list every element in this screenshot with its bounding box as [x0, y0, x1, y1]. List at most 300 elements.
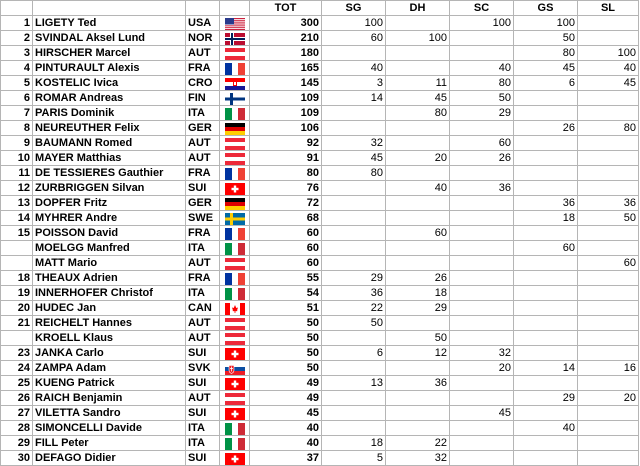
cell-sl[interactable]: [578, 106, 639, 121]
cell-rank[interactable]: 5: [1, 76, 33, 91]
cell-gs[interactable]: 50: [514, 31, 578, 46]
cell-name[interactable]: ZURBRIGGEN Silvan: [33, 181, 186, 196]
cell-gs[interactable]: [514, 346, 578, 361]
cell-flag[interactable]: [220, 166, 250, 181]
cell-tot[interactable]: 76: [250, 181, 322, 196]
cell-flag[interactable]: [220, 31, 250, 46]
cell-gs[interactable]: 26: [514, 121, 578, 136]
cell-sl[interactable]: 60: [578, 256, 639, 271]
cell-sg[interactable]: 29: [322, 271, 386, 286]
cell-sg[interactable]: [322, 421, 386, 436]
cell-dh[interactable]: 45: [386, 91, 450, 106]
cell-sc[interactable]: [450, 376, 514, 391]
header-flag[interactable]: [220, 1, 250, 16]
cell-sg[interactable]: 18: [322, 436, 386, 451]
cell-name[interactable]: PINTURAULT Alexis: [33, 61, 186, 76]
cell-rank[interactable]: [1, 241, 33, 256]
cell-flag[interactable]: [220, 361, 250, 376]
cell-name[interactable]: KOSTELIC Ivica: [33, 76, 186, 91]
cell-gs[interactable]: [514, 166, 578, 181]
cell-sc[interactable]: 20: [450, 361, 514, 376]
cell-sl[interactable]: [578, 301, 639, 316]
cell-flag[interactable]: [220, 241, 250, 256]
cell-sc[interactable]: [450, 166, 514, 181]
cell-sl[interactable]: [578, 316, 639, 331]
cell-country[interactable]: SUI: [186, 376, 220, 391]
cell-tot[interactable]: 60: [250, 241, 322, 256]
cell-rank[interactable]: 2: [1, 31, 33, 46]
cell-gs[interactable]: [514, 451, 578, 466]
cell-sl[interactable]: [578, 286, 639, 301]
cell-gs[interactable]: [514, 256, 578, 271]
cell-sl[interactable]: [578, 151, 639, 166]
cell-sl[interactable]: [578, 406, 639, 421]
cell-name[interactable]: JANKA Carlo: [33, 346, 186, 361]
cell-country[interactable]: SUI: [186, 406, 220, 421]
cell-sc[interactable]: [450, 421, 514, 436]
cell-rank[interactable]: 28: [1, 421, 33, 436]
cell-flag[interactable]: [220, 331, 250, 346]
cell-tot[interactable]: 50: [250, 316, 322, 331]
cell-sc[interactable]: 32: [450, 346, 514, 361]
cell-rank[interactable]: 1: [1, 16, 33, 31]
cell-sl[interactable]: [578, 376, 639, 391]
cell-tot[interactable]: 40: [250, 421, 322, 436]
cell-sc[interactable]: [450, 436, 514, 451]
cell-sc[interactable]: 36: [450, 181, 514, 196]
cell-name[interactable]: NEUREUTHER Felix: [33, 121, 186, 136]
cell-tot[interactable]: 60: [250, 256, 322, 271]
cell-name[interactable]: ZAMPA Adam: [33, 361, 186, 376]
cell-country[interactable]: AUT: [186, 136, 220, 151]
cell-country[interactable]: FRA: [186, 226, 220, 241]
cell-sc[interactable]: [450, 301, 514, 316]
cell-dh[interactable]: 36: [386, 376, 450, 391]
cell-sl[interactable]: [578, 31, 639, 46]
cell-sl[interactable]: [578, 346, 639, 361]
cell-country[interactable]: CRO: [186, 76, 220, 91]
cell-dh[interactable]: 40: [386, 181, 450, 196]
cell-sg[interactable]: 80: [322, 166, 386, 181]
cell-gs[interactable]: [514, 271, 578, 286]
cell-name[interactable]: MOELGG Manfred: [33, 241, 186, 256]
cell-rank[interactable]: 13: [1, 196, 33, 211]
cell-sg[interactable]: 36: [322, 286, 386, 301]
cell-rank[interactable]: 9: [1, 136, 33, 151]
cell-gs[interactable]: 18: [514, 211, 578, 226]
cell-flag[interactable]: [220, 286, 250, 301]
cell-tot[interactable]: 45: [250, 406, 322, 421]
cell-gs[interactable]: [514, 331, 578, 346]
cell-dh[interactable]: [386, 166, 450, 181]
cell-dh[interactable]: [386, 241, 450, 256]
cell-dh[interactable]: 22: [386, 436, 450, 451]
cell-sl[interactable]: 20: [578, 391, 639, 406]
cell-sg[interactable]: [322, 46, 386, 61]
cell-tot[interactable]: 109: [250, 91, 322, 106]
cell-flag[interactable]: [220, 451, 250, 466]
cell-sg[interactable]: [322, 391, 386, 406]
cell-sc[interactable]: 100: [450, 16, 514, 31]
cell-country[interactable]: AUT: [186, 331, 220, 346]
cell-country[interactable]: AUT: [186, 256, 220, 271]
cell-sl[interactable]: [578, 91, 639, 106]
cell-rank[interactable]: 26: [1, 391, 33, 406]
cell-sl[interactable]: 16: [578, 361, 639, 376]
cell-name[interactable]: MYHRER Andre: [33, 211, 186, 226]
cell-name[interactable]: REICHELT Hannes: [33, 316, 186, 331]
cell-sg[interactable]: 40: [322, 61, 386, 76]
cell-rank[interactable]: 12: [1, 181, 33, 196]
cell-gs[interactable]: [514, 136, 578, 151]
cell-flag[interactable]: [220, 91, 250, 106]
cell-tot[interactable]: 68: [250, 211, 322, 226]
cell-country[interactable]: FRA: [186, 271, 220, 286]
cell-sg[interactable]: [322, 106, 386, 121]
cell-sg[interactable]: 45: [322, 151, 386, 166]
cell-name[interactable]: FILL Peter: [33, 436, 186, 451]
cell-name[interactable]: POISSON David: [33, 226, 186, 241]
cell-dh[interactable]: 100: [386, 31, 450, 46]
header-sl[interactable]: SL: [578, 1, 639, 16]
cell-sc[interactable]: [450, 331, 514, 346]
cell-sl[interactable]: 36: [578, 196, 639, 211]
cell-flag[interactable]: [220, 256, 250, 271]
cell-name[interactable]: BAUMANN Romed: [33, 136, 186, 151]
cell-tot[interactable]: 50: [250, 361, 322, 376]
cell-flag[interactable]: [220, 151, 250, 166]
cell-flag[interactable]: [220, 16, 250, 31]
cell-rank[interactable]: 8: [1, 121, 33, 136]
cell-name[interactable]: INNERHOFER Christof: [33, 286, 186, 301]
cell-country[interactable]: FRA: [186, 166, 220, 181]
cell-gs[interactable]: 45: [514, 61, 578, 76]
cell-flag[interactable]: [220, 211, 250, 226]
cell-gs[interactable]: [514, 151, 578, 166]
cell-flag[interactable]: [220, 196, 250, 211]
cell-sg[interactable]: [322, 361, 386, 376]
cell-country[interactable]: ITA: [186, 106, 220, 121]
cell-rank[interactable]: 24: [1, 361, 33, 376]
cell-sl[interactable]: 45: [578, 76, 639, 91]
cell-sg[interactable]: [322, 406, 386, 421]
header-country[interactable]: [186, 1, 220, 16]
cell-rank[interactable]: 30: [1, 451, 33, 466]
cell-rank[interactable]: 27: [1, 406, 33, 421]
cell-flag[interactable]: [220, 391, 250, 406]
cell-rank[interactable]: 25: [1, 376, 33, 391]
cell-dh[interactable]: [386, 421, 450, 436]
cell-country[interactable]: AUT: [186, 46, 220, 61]
cell-sl[interactable]: 80: [578, 121, 639, 136]
cell-gs[interactable]: 100: [514, 16, 578, 31]
cell-flag[interactable]: [220, 226, 250, 241]
cell-dh[interactable]: 26: [386, 271, 450, 286]
cell-sg[interactable]: [322, 196, 386, 211]
cell-rank[interactable]: 20: [1, 301, 33, 316]
cell-name[interactable]: HUDEC Jan: [33, 301, 186, 316]
cell-country[interactable]: ITA: [186, 241, 220, 256]
cell-rank[interactable]: 3: [1, 46, 33, 61]
cell-dh[interactable]: [386, 391, 450, 406]
cell-gs[interactable]: [514, 436, 578, 451]
cell-tot[interactable]: 165: [250, 61, 322, 76]
cell-sl[interactable]: [578, 16, 639, 31]
cell-gs[interactable]: [514, 181, 578, 196]
cell-name[interactable]: LIGETY Ted: [33, 16, 186, 31]
cell-sg[interactable]: 5: [322, 451, 386, 466]
cell-name[interactable]: KUENG Patrick: [33, 376, 186, 391]
cell-sc[interactable]: [450, 271, 514, 286]
cell-sl[interactable]: [578, 271, 639, 286]
cell-rank[interactable]: [1, 331, 33, 346]
cell-sc[interactable]: [450, 46, 514, 61]
header-gs[interactable]: GS: [514, 1, 578, 16]
cell-rank[interactable]: 10: [1, 151, 33, 166]
cell-rank[interactable]: 6: [1, 91, 33, 106]
cell-sc[interactable]: 40: [450, 61, 514, 76]
cell-sg[interactable]: 100: [322, 16, 386, 31]
cell-flag[interactable]: [220, 316, 250, 331]
cell-sg[interactable]: [322, 331, 386, 346]
cell-sc[interactable]: 80: [450, 76, 514, 91]
cell-dh[interactable]: [386, 256, 450, 271]
cell-tot[interactable]: 50: [250, 346, 322, 361]
cell-tot[interactable]: 60: [250, 226, 322, 241]
header-rank[interactable]: [1, 1, 33, 16]
cell-dh[interactable]: [386, 361, 450, 376]
cell-sc[interactable]: [450, 196, 514, 211]
cell-name[interactable]: DEFAGO Didier: [33, 451, 186, 466]
cell-country[interactable]: AUT: [186, 391, 220, 406]
cell-dh[interactable]: [386, 211, 450, 226]
cell-dh[interactable]: 80: [386, 106, 450, 121]
cell-rank[interactable]: 19: [1, 286, 33, 301]
header-name[interactable]: [33, 1, 186, 16]
cell-name[interactable]: SIMONCELLI Davide: [33, 421, 186, 436]
cell-sg[interactable]: [322, 211, 386, 226]
cell-flag[interactable]: [220, 121, 250, 136]
cell-country[interactable]: SUI: [186, 181, 220, 196]
cell-dh[interactable]: [386, 61, 450, 76]
cell-tot[interactable]: 109: [250, 106, 322, 121]
cell-dh[interactable]: 29: [386, 301, 450, 316]
cell-country[interactable]: GER: [186, 121, 220, 136]
cell-tot[interactable]: 91: [250, 151, 322, 166]
cell-sg[interactable]: 32: [322, 136, 386, 151]
cell-tot[interactable]: 92: [250, 136, 322, 151]
cell-tot[interactable]: 51: [250, 301, 322, 316]
cell-sg[interactable]: 14: [322, 91, 386, 106]
cell-sg[interactable]: 3: [322, 76, 386, 91]
cell-tot[interactable]: 37: [250, 451, 322, 466]
cell-flag[interactable]: [220, 181, 250, 196]
cell-name[interactable]: KROELL Klaus: [33, 331, 186, 346]
cell-sg[interactable]: 50: [322, 316, 386, 331]
cell-sl[interactable]: [578, 241, 639, 256]
header-sg[interactable]: SG: [322, 1, 386, 16]
cell-gs[interactable]: [514, 226, 578, 241]
cell-flag[interactable]: [220, 106, 250, 121]
cell-dh[interactable]: [386, 46, 450, 61]
cell-country[interactable]: SUI: [186, 346, 220, 361]
cell-sl[interactable]: [578, 436, 639, 451]
cell-sc[interactable]: 29: [450, 106, 514, 121]
cell-country[interactable]: NOR: [186, 31, 220, 46]
cell-sg[interactable]: [322, 121, 386, 136]
cell-sc[interactable]: [450, 121, 514, 136]
cell-gs[interactable]: [514, 376, 578, 391]
cell-rank[interactable]: 14: [1, 211, 33, 226]
cell-tot[interactable]: 40: [250, 436, 322, 451]
cell-sl[interactable]: 50: [578, 211, 639, 226]
cell-sc[interactable]: [450, 226, 514, 241]
cell-rank[interactable]: 15: [1, 226, 33, 241]
cell-country[interactable]: CAN: [186, 301, 220, 316]
cell-tot[interactable]: 106: [250, 121, 322, 136]
cell-flag[interactable]: [220, 301, 250, 316]
cell-tot[interactable]: 50: [250, 331, 322, 346]
cell-sc[interactable]: 26: [450, 151, 514, 166]
cell-dh[interactable]: [386, 136, 450, 151]
cell-dh[interactable]: 12: [386, 346, 450, 361]
cell-country[interactable]: ITA: [186, 421, 220, 436]
cell-sc[interactable]: [450, 286, 514, 301]
cell-sl[interactable]: [578, 451, 639, 466]
cell-flag[interactable]: [220, 346, 250, 361]
cell-sc[interactable]: [450, 31, 514, 46]
cell-country[interactable]: FIN: [186, 91, 220, 106]
cell-rank[interactable]: 29: [1, 436, 33, 451]
cell-sg[interactable]: 13: [322, 376, 386, 391]
cell-sl[interactable]: [578, 166, 639, 181]
cell-gs[interactable]: [514, 316, 578, 331]
cell-name[interactable]: DE TESSIERES Gauthier: [33, 166, 186, 181]
cell-sc[interactable]: [450, 391, 514, 406]
cell-rank[interactable]: 23: [1, 346, 33, 361]
cell-country[interactable]: SUI: [186, 451, 220, 466]
cell-name[interactable]: SVINDAL Aksel Lund: [33, 31, 186, 46]
cell-dh[interactable]: 50: [386, 331, 450, 346]
cell-name[interactable]: PARIS Dominik: [33, 106, 186, 121]
cell-rank[interactable]: 21: [1, 316, 33, 331]
cell-sl[interactable]: [578, 226, 639, 241]
cell-sg[interactable]: [322, 241, 386, 256]
cell-gs[interactable]: [514, 301, 578, 316]
cell-country[interactable]: AUT: [186, 316, 220, 331]
cell-flag[interactable]: [220, 406, 250, 421]
cell-gs[interactable]: 40: [514, 421, 578, 436]
cell-sc[interactable]: 45: [450, 406, 514, 421]
cell-sg[interactable]: 60: [322, 31, 386, 46]
cell-sg[interactable]: [322, 256, 386, 271]
cell-gs[interactable]: [514, 91, 578, 106]
cell-country[interactable]: GER: [186, 196, 220, 211]
cell-country[interactable]: SWE: [186, 211, 220, 226]
header-tot[interactable]: TOT: [250, 1, 322, 16]
cell-rank[interactable]: 18: [1, 271, 33, 286]
cell-sl[interactable]: 40: [578, 61, 639, 76]
cell-name[interactable]: THEAUX Adrien: [33, 271, 186, 286]
cell-tot[interactable]: 49: [250, 391, 322, 406]
cell-name[interactable]: VILETTA Sandro: [33, 406, 186, 421]
cell-sc[interactable]: 60: [450, 136, 514, 151]
cell-tot[interactable]: 49: [250, 376, 322, 391]
cell-gs[interactable]: 14: [514, 361, 578, 376]
cell-sc[interactable]: [450, 451, 514, 466]
cell-rank[interactable]: 11: [1, 166, 33, 181]
cell-country[interactable]: AUT: [186, 151, 220, 166]
cell-tot[interactable]: 210: [250, 31, 322, 46]
cell-dh[interactable]: [386, 16, 450, 31]
cell-dh[interactable]: 60: [386, 226, 450, 241]
cell-sl[interactable]: [578, 136, 639, 151]
cell-flag[interactable]: [220, 376, 250, 391]
cell-flag[interactable]: [220, 76, 250, 91]
cell-flag[interactable]: [220, 61, 250, 76]
cell-sg[interactable]: 22: [322, 301, 386, 316]
cell-sl[interactable]: 100: [578, 46, 639, 61]
cell-dh[interactable]: [386, 121, 450, 136]
cell-flag[interactable]: [220, 421, 250, 436]
cell-tot[interactable]: 80: [250, 166, 322, 181]
cell-gs[interactable]: 60: [514, 241, 578, 256]
cell-gs[interactable]: [514, 406, 578, 421]
cell-sc[interactable]: [450, 316, 514, 331]
cell-flag[interactable]: [220, 271, 250, 286]
cell-name[interactable]: DOPFER Fritz: [33, 196, 186, 211]
cell-country[interactable]: SVK: [186, 361, 220, 376]
cell-gs[interactable]: [514, 106, 578, 121]
cell-flag[interactable]: [220, 436, 250, 451]
cell-dh[interactable]: [386, 316, 450, 331]
cell-rank[interactable]: 4: [1, 61, 33, 76]
cell-gs[interactable]: 6: [514, 76, 578, 91]
cell-sg[interactable]: 6: [322, 346, 386, 361]
cell-dh[interactable]: 18: [386, 286, 450, 301]
cell-gs[interactable]: 29: [514, 391, 578, 406]
cell-tot[interactable]: 145: [250, 76, 322, 91]
cell-country[interactable]: USA: [186, 16, 220, 31]
cell-dh[interactable]: 32: [386, 451, 450, 466]
cell-sl[interactable]: [578, 181, 639, 196]
cell-name[interactable]: MATT Mario: [33, 256, 186, 271]
cell-name[interactable]: ROMAR Andreas: [33, 91, 186, 106]
cell-sl[interactable]: [578, 331, 639, 346]
cell-sg[interactable]: [322, 181, 386, 196]
cell-dh[interactable]: 11: [386, 76, 450, 91]
cell-name[interactable]: RAICH Benjamin: [33, 391, 186, 406]
cell-sc[interactable]: [450, 241, 514, 256]
cell-tot[interactable]: 55: [250, 271, 322, 286]
cell-flag[interactable]: [220, 46, 250, 61]
cell-flag[interactable]: [220, 136, 250, 151]
cell-country[interactable]: FRA: [186, 61, 220, 76]
cell-rank[interactable]: [1, 256, 33, 271]
cell-name[interactable]: MAYER Matthias: [33, 151, 186, 166]
cell-gs[interactable]: 80: [514, 46, 578, 61]
cell-sc[interactable]: [450, 211, 514, 226]
cell-dh[interactable]: 20: [386, 151, 450, 166]
cell-dh[interactable]: [386, 406, 450, 421]
cell-dh[interactable]: [386, 196, 450, 211]
header-dh[interactable]: DH: [386, 1, 450, 16]
cell-country[interactable]: ITA: [186, 286, 220, 301]
cell-sc[interactable]: [450, 256, 514, 271]
cell-sl[interactable]: [578, 421, 639, 436]
cell-name[interactable]: HIRSCHER Marcel: [33, 46, 186, 61]
header-sc[interactable]: SC: [450, 1, 514, 16]
